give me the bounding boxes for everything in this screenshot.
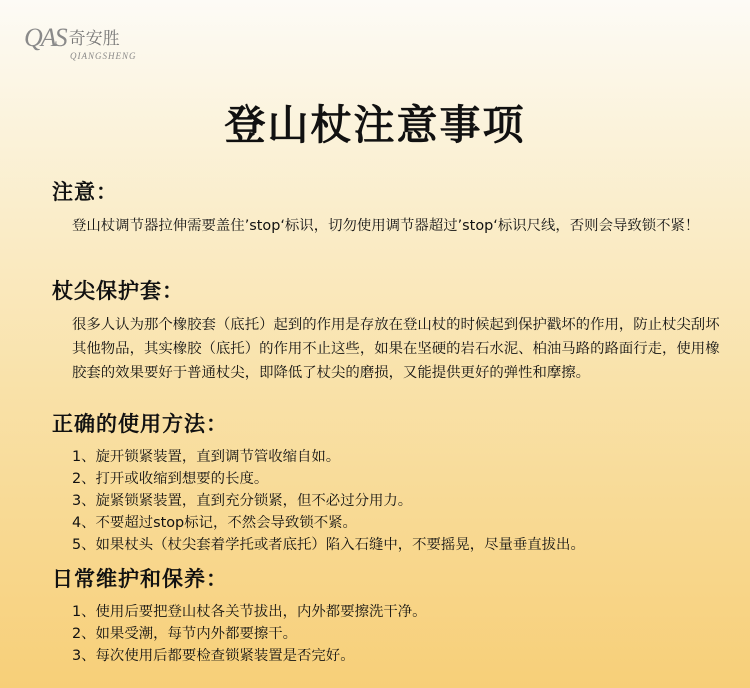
- logo-mark: QAS: [24, 23, 66, 52]
- logo-english-name: QIANGSHENG: [70, 51, 137, 61]
- maintenance-step: 2、如果受潮，每节内外都要擦干。: [72, 626, 298, 642]
- section-notice: [52, 176, 732, 238]
- section-usage: [52, 408, 732, 556]
- logo-chinese-name: 奇安胜: [68, 29, 120, 49]
- section-maintenance: [52, 563, 732, 667]
- maintenance-step: 1、使用后要把登山杖各关节拔出，内外都要擦洗干净。: [72, 604, 427, 620]
- notice-paragraph: 登山杖调节器拉伸需要盖住’stop‘标识，切勿使用调节器超过’stop‘标识尺线，否则会导致锁不紧！: [72, 218, 700, 234]
- section-heading-usage: 正确的使用方法：: [52, 412, 228, 436]
- usage-step: 3、旋紧锁紧装置，直到充分锁紧，但不必过分用力。: [72, 493, 413, 509]
- section-heading-maintenance: 日常维护和保养：: [52, 567, 228, 591]
- section-heading-tip-protector: 杖尖保护套：: [52, 279, 184, 303]
- tip-protector-paragraph: 很多人认为那个橡胶套（底托）起到的作用是存放在登山杖的时候起到保护戳坏的作用，防止杖尖刮坏其他物品，其实橡胶（底托）的作用不止这些，如果在坚硬的岩石水泥、柏油马路的路面行走，使用橡胶套的效果要好于普通杖尖，即降低了杖尖的磨损，又能提供更好的弹性和摩擦。: [72, 317, 720, 381]
- maintenance-step: 3、每次使用后都要检查锁紧装置是否完好。: [72, 648, 355, 664]
- maintenance-list: [52, 601, 732, 667]
- usage-list: [52, 446, 732, 556]
- usage-step: 5、如果杖头（杖尖套着学托或者底托）陷入石缝中，不要摇晃，尽量垂直拔出。: [72, 537, 585, 553]
- page-title: 登山杖注意事项: [224, 101, 526, 149]
- usage-step: 2、打开或收缩到想要的长度。: [72, 471, 269, 487]
- section-heading-notice: 注意：: [52, 180, 118, 204]
- section-tip-protector: [52, 275, 732, 385]
- logo-row: [24, 23, 120, 52]
- brand-logo: [24, 23, 137, 61]
- usage-step: 4、不要超过stop标记，不然会导致锁不紧。: [72, 515, 357, 531]
- usage-step: 1、旋开锁紧装置，直到调节管收缩自如。: [72, 449, 341, 465]
